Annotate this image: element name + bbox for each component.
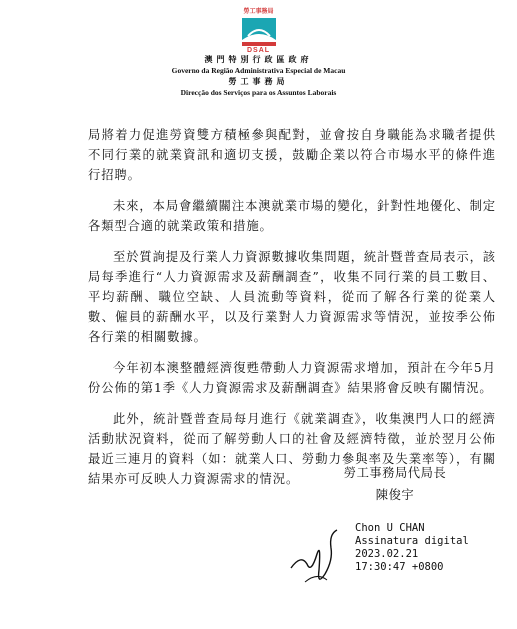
dsal-logo <box>236 8 282 54</box>
letter-body <box>88 125 496 500</box>
sig-line-name: Chon U CHAN <box>355 522 425 534</box>
signatory-name: 陳俊宇 <box>375 488 415 502</box>
handwritten-signature-icon <box>287 524 351 590</box>
sig-line-date: 2023.02.21 <box>355 548 419 560</box>
gov-name-pt: Governo da Região Administrativa Especial de Macau <box>171 66 346 75</box>
sig-line-label: Assinatura digital <box>355 535 469 547</box>
logo-abbr: DSAL <box>246 47 271 54</box>
paragraph-4: 今年初本澳整體經濟復甦帶動人力資源需求增加，預計在今年5月份公佈的第1季《人力資源需求及薪酬調查》結果將會反映有關情況。 <box>88 361 496 395</box>
signatory-title: 勞工事務局代局長 <box>343 466 447 480</box>
paragraph-5: 此外，統計暨普查局每月進行《就業調查》，收集澳門人口的經濟活動狀況資料，從而了解勞動人口的社會及經濟特徵，並於翌月公佈最近三連月的資料（如：就業人口、勞動力參與率及失業率等），有關結果亦可反映人力資源需求的情況。 <box>88 412 496 486</box>
dept-name-zh: 勞工事務局 <box>228 76 289 86</box>
signatory <box>330 462 460 506</box>
logo-text: 勞工事務局 <box>243 8 274 15</box>
letterhead <box>0 8 517 98</box>
dept-name-pt: Direcção dos Serviços para os Assuntos Laborais <box>180 88 337 97</box>
sig-line-time: 17:30:47 +0800 <box>355 561 444 573</box>
paragraph-3: 至於質詢提及行業人力資源數據收集問題，統計暨普查局表示，該局每季進行“人力資源需求及薪酬調查”，收集不同行業的員工數目、平均薪酬、職位空缺、人員流動等資料，從而了解各行業的從業人數、僱員的薪酬水平，以及行業對人力資源需求等情況，並按季公佈各行業的相關數據。 <box>88 250 496 344</box>
digital-signature-text <box>355 522 469 574</box>
digital-signature <box>287 522 517 592</box>
paragraph-2: 未來，本局會繼續關注本澳就業市場的變化，針對性地優化、制定各類型合適的就業政策和措施。 <box>88 199 496 233</box>
paragraph-1: 局將着力促進勞資雙方積極參與配對，並會按自身職能為求職者提供不同行業的就業資訊和適切支援，鼓勵企業以符合市場水平的條件進行招聘。 <box>88 128 496 182</box>
gov-name-zh: 澳門特別行政區政府 <box>204 54 313 64</box>
